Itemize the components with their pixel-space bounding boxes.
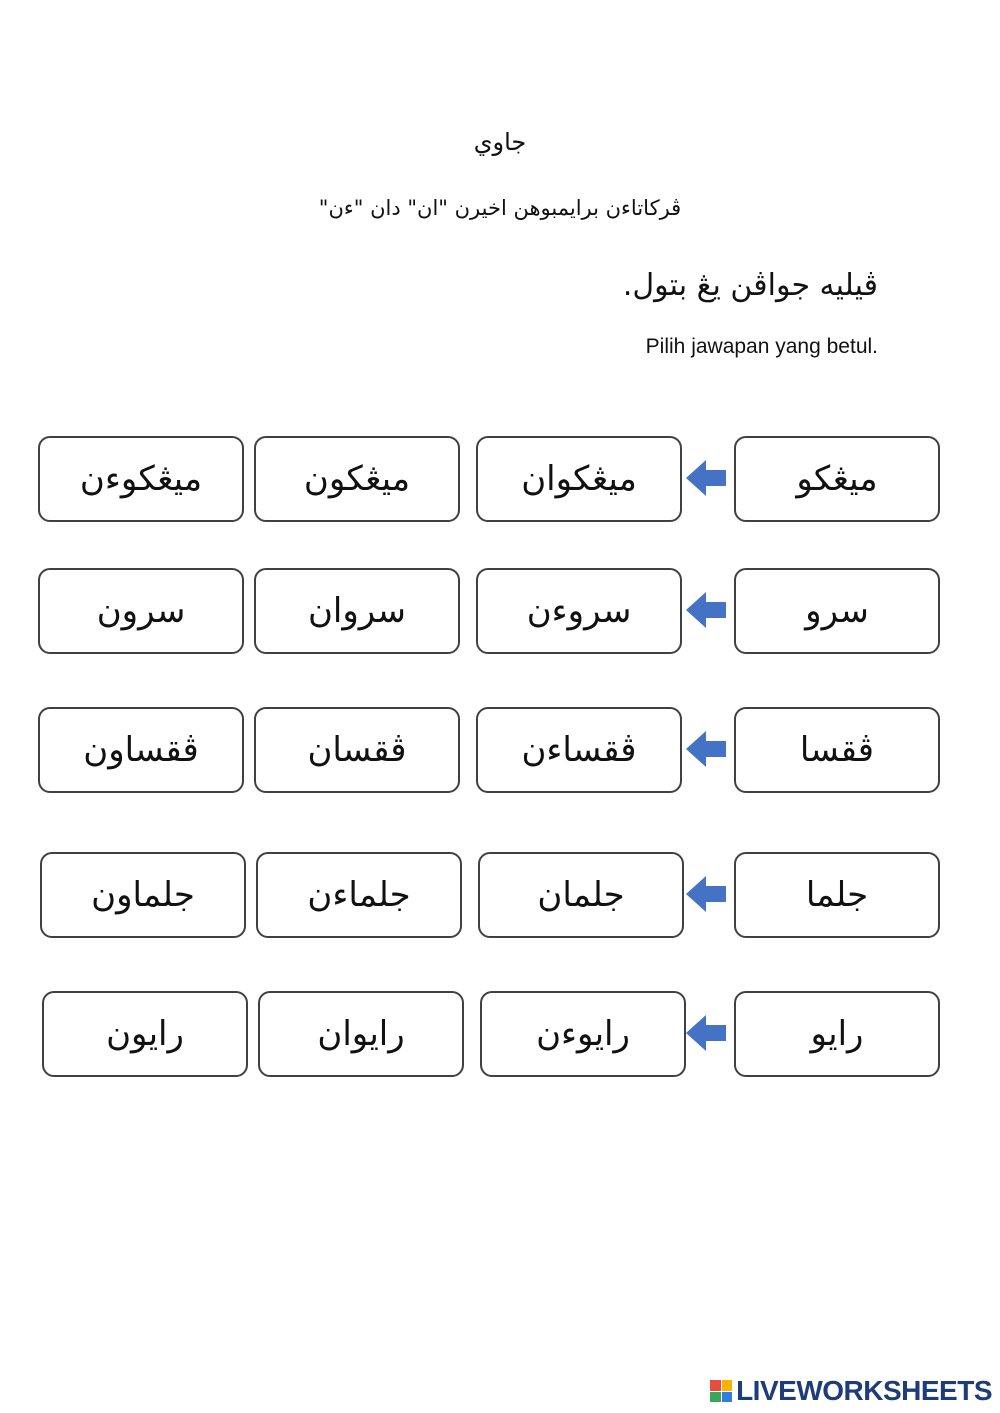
- liveworksheets-logo: [710, 1375, 992, 1407]
- question-word-box: ڤقسا: [734, 707, 940, 793]
- option-box-1[interactable]: ميڠكوان: [476, 436, 682, 522]
- question-row-1: [38, 436, 940, 522]
- option-box-2[interactable]: جلماءن: [256, 852, 462, 938]
- worksheet-subtitle: ڤركاتاءن برايمبوهن اخيرن "ان" دان "ءن": [318, 196, 682, 220]
- question-word-box: رايو: [734, 991, 940, 1077]
- question-row-2: [38, 568, 940, 654]
- logo-square-red: [710, 1380, 721, 1391]
- option-box-2[interactable]: ڤقسان: [254, 707, 460, 793]
- logo-square-yellow: [722, 1380, 733, 1391]
- logo-square-blue: [722, 1392, 733, 1403]
- arrow-left-icon: [684, 1013, 728, 1053]
- option-box-3[interactable]: ميڠكوءن: [38, 436, 244, 522]
- worksheet-title: جاوي: [473, 128, 527, 156]
- liveworksheets-logo-icon: [710, 1380, 732, 1402]
- option-box-3[interactable]: سرون: [38, 568, 244, 654]
- logo-square-green: [710, 1392, 721, 1403]
- option-box-3[interactable]: ڤقساون: [38, 707, 244, 793]
- instruction-jawi: ڤيليه جواڤن يڠ بتول.: [622, 268, 878, 303]
- arrow-left-icon: [684, 590, 728, 630]
- option-box-1[interactable]: سروءن: [476, 568, 682, 654]
- option-box-2[interactable]: ميڠكون: [254, 436, 460, 522]
- liveworksheets-brand: LIVEWORKSHEETS: [736, 1375, 992, 1406]
- question-row-4: [40, 852, 940, 938]
- option-box-3[interactable]: جلماون: [40, 852, 246, 938]
- option-box-2[interactable]: رايوان: [258, 991, 464, 1077]
- option-box-1[interactable]: جلمان: [478, 852, 684, 938]
- arrow-left-icon: [684, 458, 728, 498]
- option-box-1[interactable]: رايوءن: [480, 991, 686, 1077]
- option-box-2[interactable]: سروان: [254, 568, 460, 654]
- arrow-left-icon: [684, 874, 728, 914]
- question-word-box: ميڠكو: [734, 436, 940, 522]
- question-word-box: جلما: [734, 852, 940, 938]
- question-row-5: [42, 991, 940, 1077]
- question-row-3: [38, 707, 940, 793]
- option-box-1[interactable]: ڤقساءن: [476, 707, 682, 793]
- option-box-3[interactable]: رايون: [42, 991, 248, 1077]
- question-word-box: سرو: [734, 568, 940, 654]
- arrow-left-icon: [684, 729, 728, 769]
- instruction-rumi: Pilih jawapan yang betul.: [645, 335, 878, 358]
